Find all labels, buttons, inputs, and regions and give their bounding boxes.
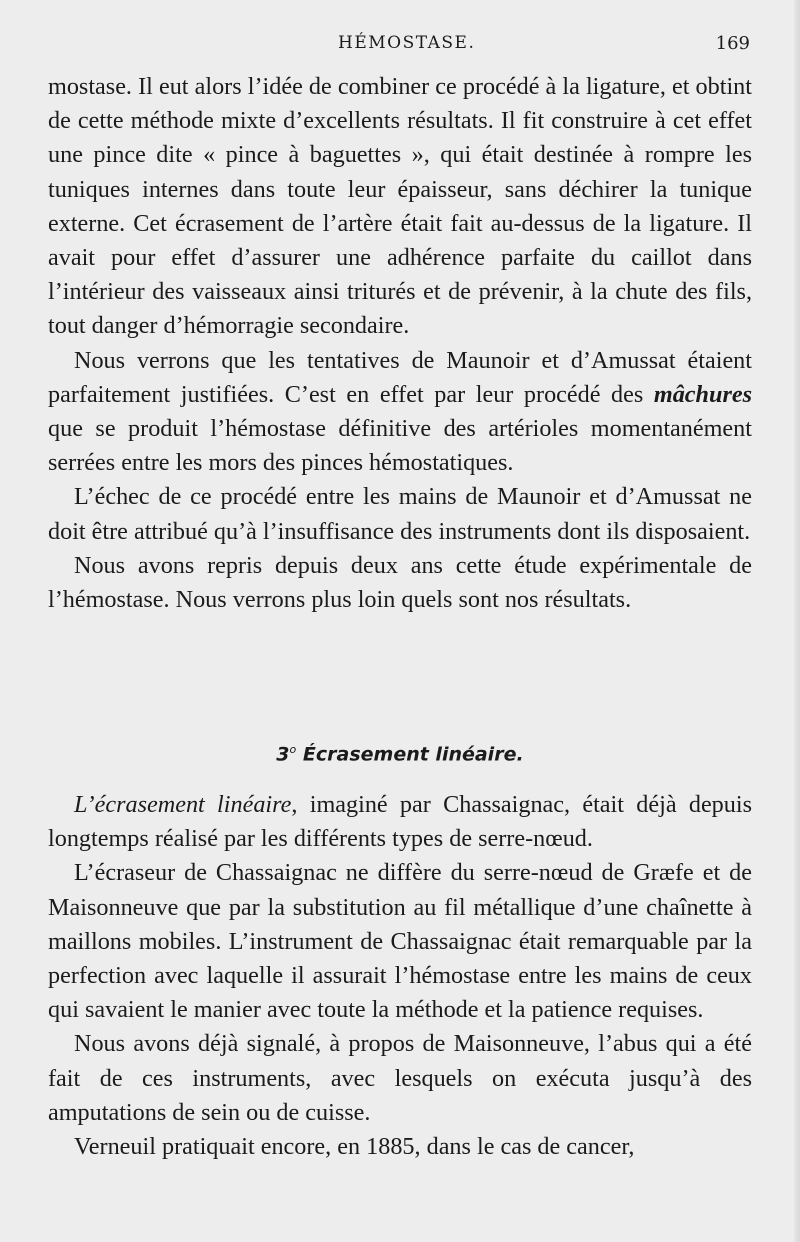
section-ordinal: o: [289, 743, 297, 756]
paragraph-tentatives: [48, 344, 752, 481]
emphasis-machures: mâchures: [653, 380, 752, 408]
running-header: [0, 33, 800, 57]
paragraph-abus: Nous avons déjà signalé, à propos de Maisonneuve, l’abus qui a été fait de ces instruments, avec lesquels on exécuta jusqu’à des amputations de sein ou de cuisse.: [48, 1030, 752, 1126]
section-number: 3: [276, 743, 290, 766]
scan-edge-shadow: [794, 0, 800, 1242]
paragraph-verneuil: Verneuil pratiquait encore, en 1885, dans le cas de cancer,: [74, 1133, 635, 1161]
section-heading: [0, 743, 800, 765]
running-title: HÉMOSTASE.: [338, 33, 476, 53]
paragraph-ecrasement: [48, 788, 752, 856]
page-number: 169: [715, 33, 750, 54]
paragraph-etude: Nous avons repris depuis deux ans cette étude expérimentale de l’hémostase. Nous verrons plus loin quels sont nos résultats.: [48, 551, 752, 614]
emphasis-ecrasement-lineaire: L’écrasement linéaire: [74, 791, 292, 818]
paragraph-ecraseur: L’écraseur de Chassaignac ne diffère du serre-nœud de Græfe et de Maisonneuve que par la substitution au fil métallique d’une chaînette à maillons mobiles. L’instrument de Chassaignac était remarquable par la perfection avec laquelle il assurait l’hémostase entre les mains de ceux qui savaient le manier avec toute la méthode et la patience requises.: [48, 859, 752, 1024]
paragraph-text: , imaginé par Chassaignac, était déjà depuis longtemps réalisé par les différents types de serre-nœud.: [48, 791, 753, 853]
text-block-lower: [48, 788, 752, 1164]
section-title: Écrasement linéaire.: [302, 743, 524, 766]
paragraph-echec: L’échec de ce procédé entre les mains de Maunoir et d’Amussat ne doit être attribué qu’à l’insuffisance des instruments dont ils disposaient.: [48, 483, 752, 545]
paragraph-text: Nous verrons que les tentatives de Maunoir et d’Amussat étaient parfaitement justifiées. C’est en effet par leur procédé des: [48, 346, 752, 408]
text-block-upper: [48, 70, 752, 617]
paragraph-text: que se produit l’hémostase définitive des artérioles momentanément serrées entre les mors des pinces hémostatiques.: [48, 415, 752, 477]
paragraph-continued: mostase. Il eut alors l’idée de combiner ce procédé à la ligature, et obtint de cette méthode mixte d’excellents résultats. Il fit construire à cet effet une pince dite « pince à baguettes », qui était destinée à rompre les tuniques internes dans toute leur épaisseur, sans déchirer la tunique externe. Cet écrasement de l’artère était fait au-dessus de la ligature. Il avait pour effet d’assurer une adhérence parfaite du caillot dans l’intérieur des vaisseaux ainsi triturés et de prévenir, à la chute des fils, tout danger d’hémorragie secondaire.: [48, 73, 752, 340]
